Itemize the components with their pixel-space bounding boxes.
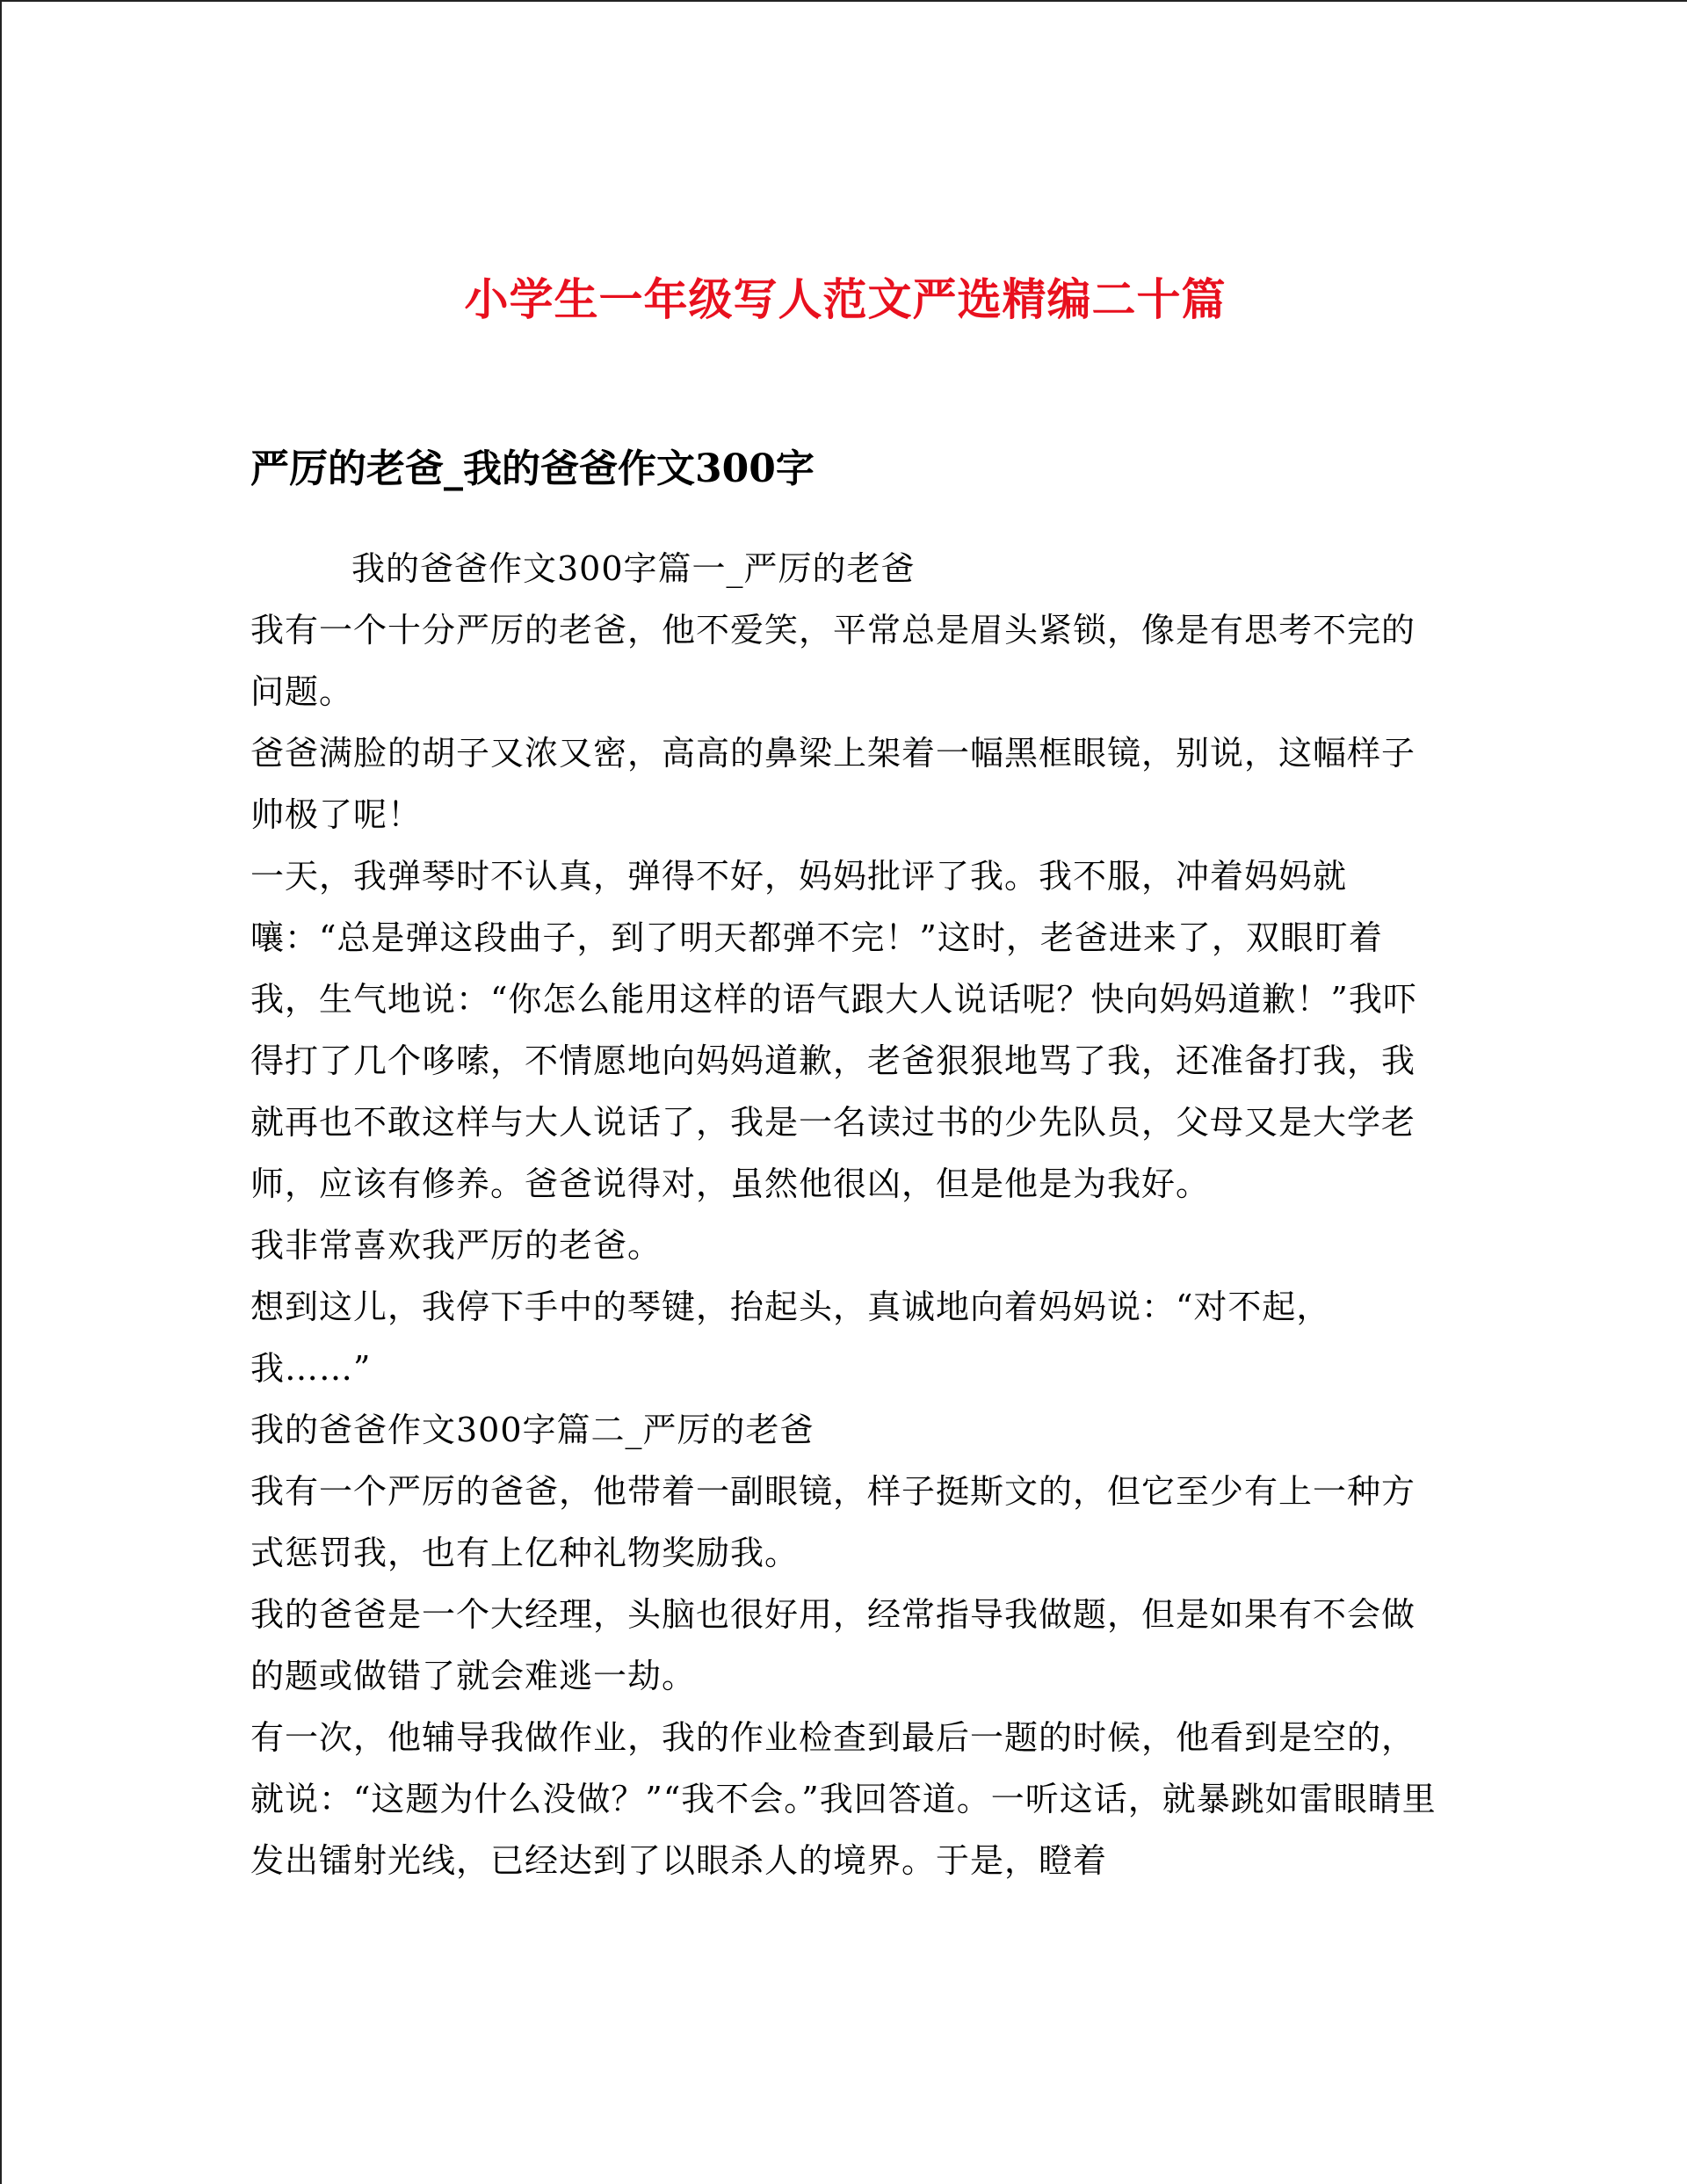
paragraph: 我有一个十分严厉的老爸，他不爱笑，平常总是眉头紧锁，像是有思考不完的问题。	[250, 611, 1416, 711]
paragraph: 我非常喜欢我严厉的老爸。	[250, 1226, 662, 1265]
document-body	[250, 441, 1445, 1891]
paragraph: 我有一个严厉的爸爸，他带着一副眼镜，样子挺斯文的，但它至少有上一种方式惩罚我，也有上亿种礼物奖励我。	[250, 1472, 1416, 1572]
paragraph: 我的爸爸是一个大经理，头脑也很好用，经常指导我做题，但是如果有不会做的题或做错了就会难逃一劫。	[250, 1595, 1416, 1695]
document-title: 小学生一年级写人范文严选精编二十篇	[464, 273, 1227, 325]
paragraph: 想到这儿，我停下手中的琴键，抬起头，真诚地向着妈妈说：“对不起，我……”	[250, 1288, 1331, 1388]
paragraph: 有一次，他辅导我做作业，我的作业检查到最后一题的时候，他看到是空的，就说：“这题为什么没做？”“我不会。”我回答道。一听这话，就暴跳如雷眼睛里发出镭射光线，已经达到了以眼杀人的境界。于是，瞪着	[250, 1718, 1437, 1880]
paragraph: 爸爸满脸的胡子又浓又密，高高的鼻梁上架着一幅黑框眼镜，别说，这幅样子帅极了呢！	[250, 734, 1416, 834]
section-heading: 严厉的老爸_我的爸爸作文300字	[250, 446, 815, 491]
paragraph-subtitle-2: 我的爸爸作文300字篇二_严厉的老爸	[250, 1411, 815, 1449]
paragraph-subtitle-1: 我的爸爸作文300字篇一_严厉的老爸	[351, 549, 916, 588]
paragraph: 一天，我弹琴时不认真，弹得不好，妈妈批评了我。我不服，冲着妈妈就嚷：“总是弹这段曲子，到了明天都弹不完！”这时，老爸进来了，双眼盯着我，生气地说：“你怎么能用这样的语气跟大人说话呢？快向妈妈道歉！”我吓得打了几个哆嗦，不情愿地向妈妈道歉，老爸狠狠地骂了我，还准备打我，我就再也不敢这样与大人说话了，我是一名读过书的少先队员，父母又是大学老师，应该有修养。爸爸说得对，虽然他很凶，但是他是为我好。	[250, 857, 1417, 1203]
